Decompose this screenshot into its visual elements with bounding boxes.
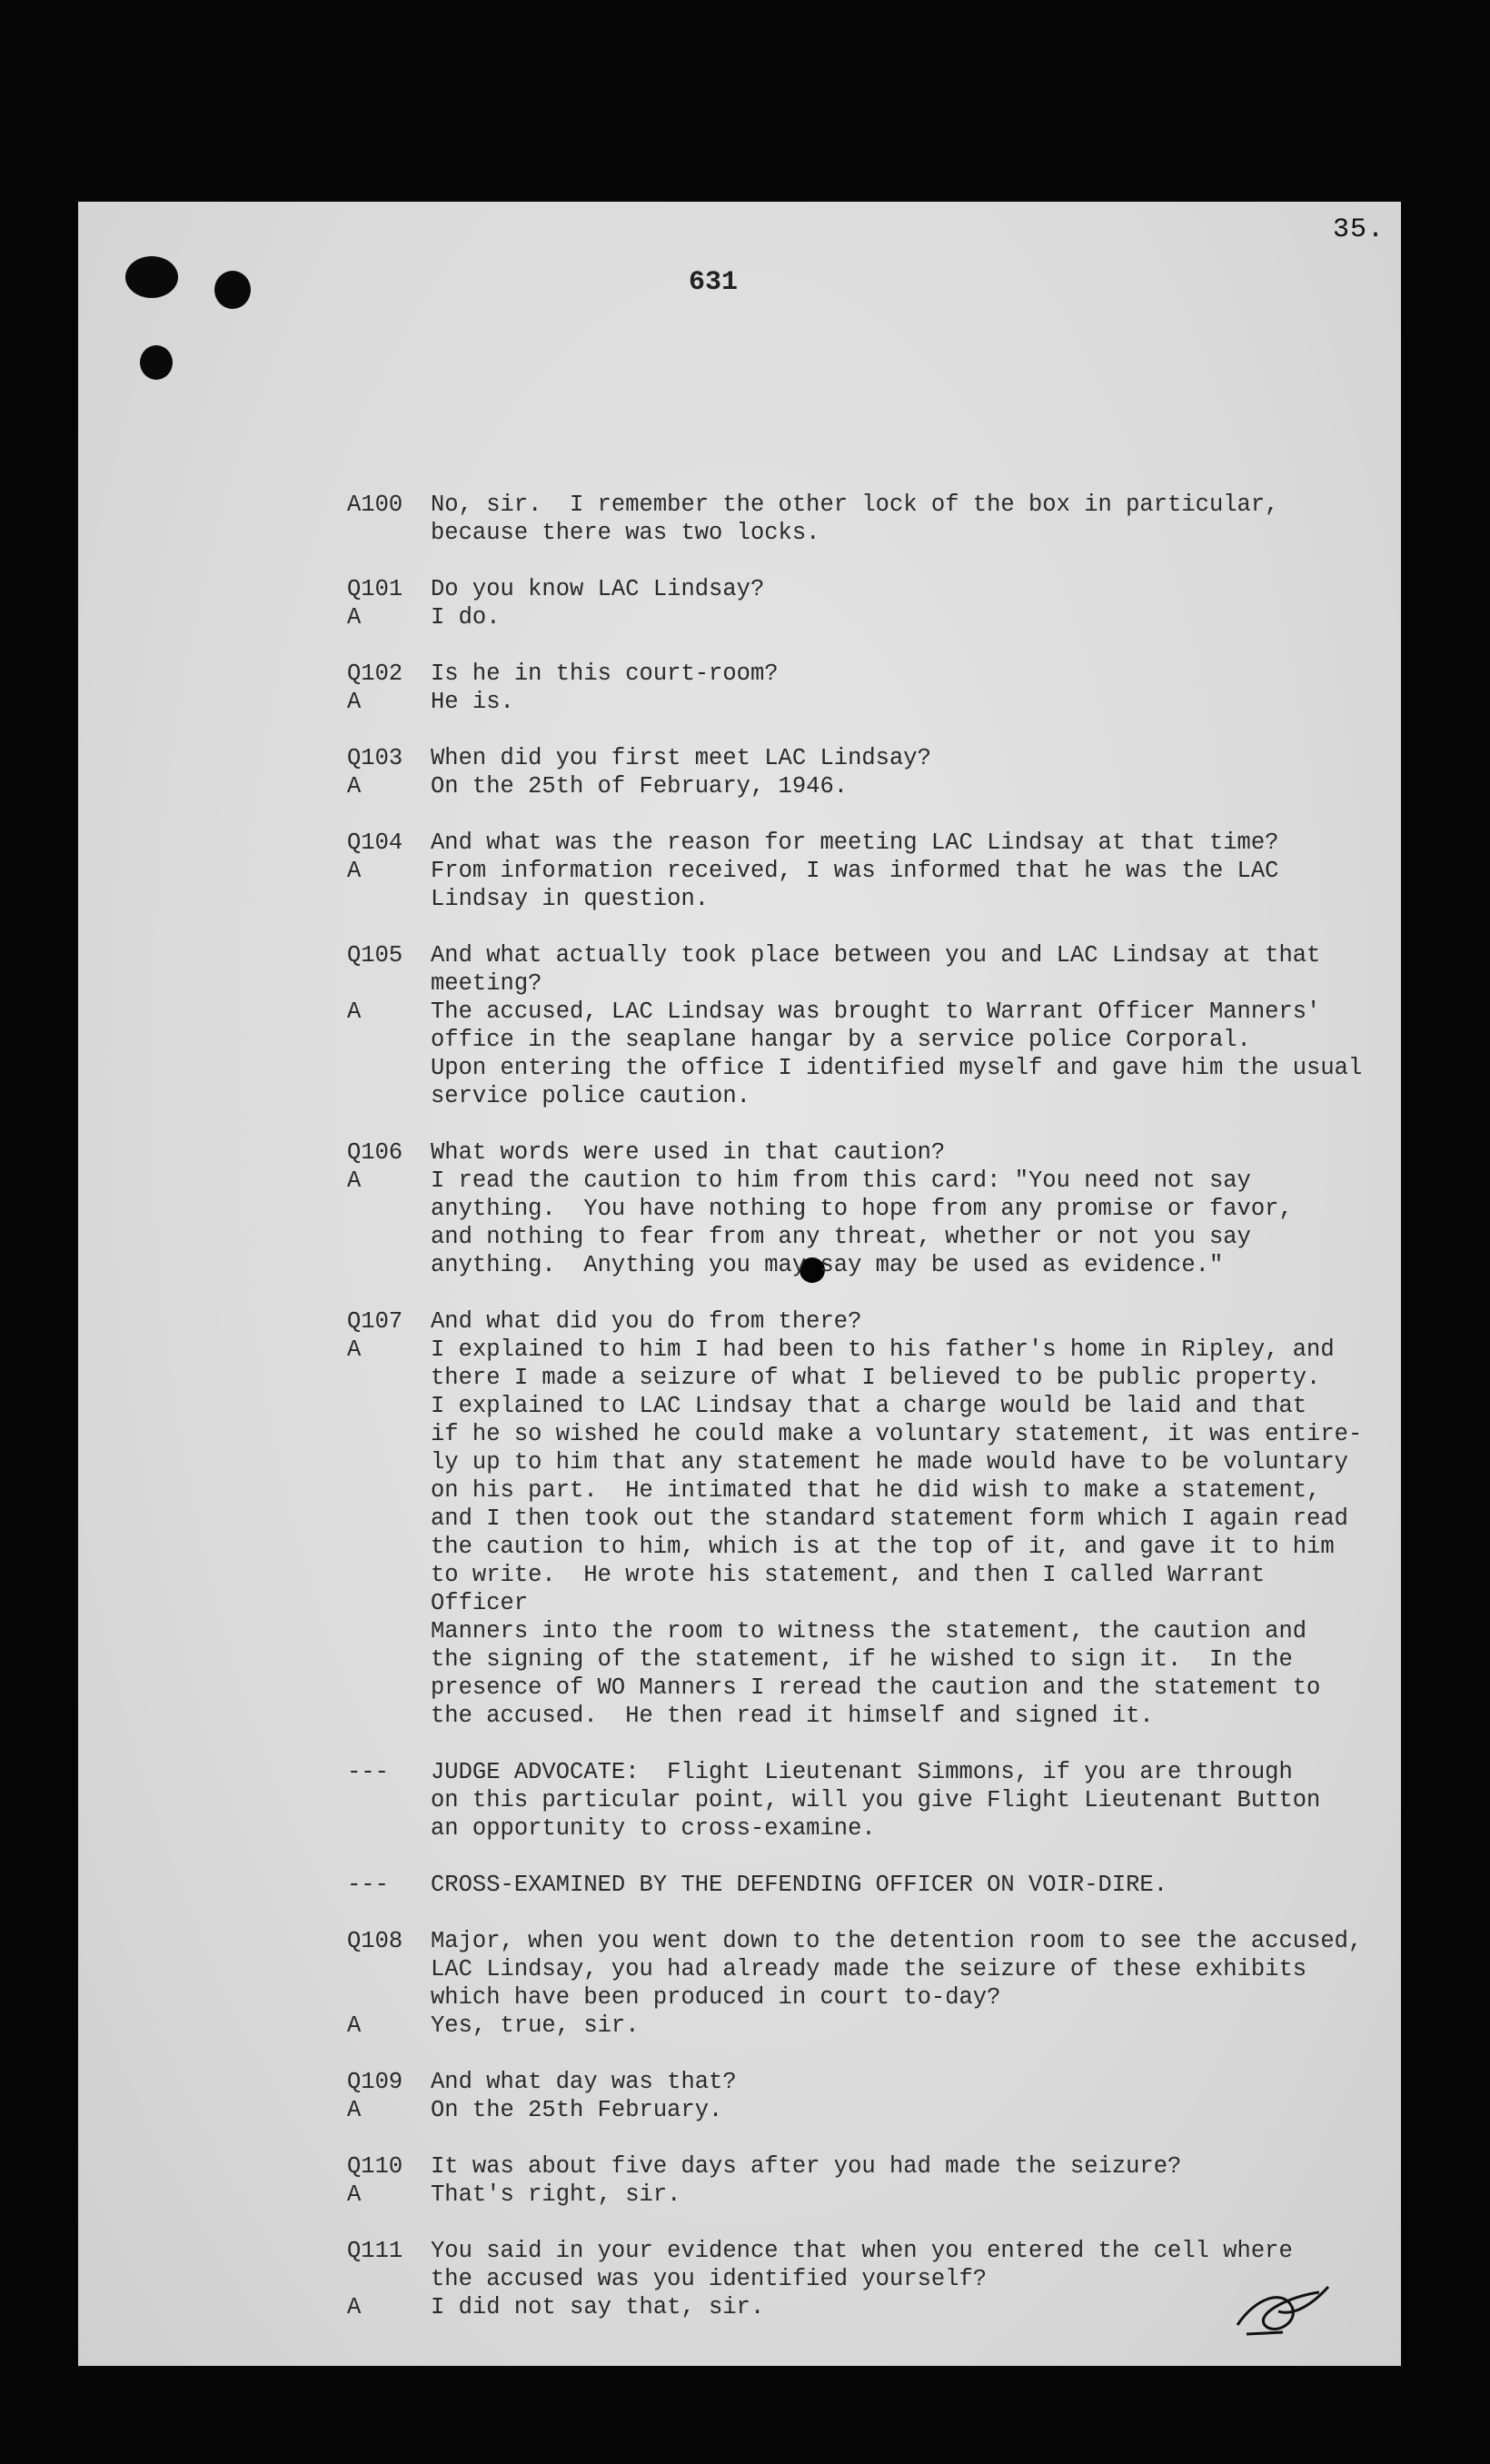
entry-text: I explained to him I had been to his father's home in Ripley, and there I made a seizure of what I believed to be public property. I explained to LAC Lindsay that a charge would be laid and that if he so wished he could make a voluntary statement, it was entire- ly up to him that any statement he made would have to be voluntary on his part. He intimated that he did wish to make a statement, and I then took out the standard statement form which I again read the caution to him, which is at the top of it, and gave it to him to write. He wrote his statement, and then I called Warrant Officer Manners into the room to witness the statement, the caution and the signing of the statement, if he wished to sign it. In the presence of WO Manners I reread the caution and the statement to the accused. He then read it himself and signed it. <box>431 1336 1363 1729</box>
entry-label: Q101 <box>347 576 403 602</box>
entry-label: A <box>347 1167 362 1194</box>
ink-blot-icon <box>125 256 178 298</box>
entry-label: A <box>347 604 362 631</box>
entry-text: That's right, sir. <box>431 2181 681 2208</box>
entry-text: And what was the reason for meeting LAC Lindsay at that time? <box>431 830 1279 856</box>
entry-text: He is. <box>431 689 514 715</box>
entry-label: Q105 <box>347 942 403 969</box>
transcript <box>347 491 1374 2321</box>
entry-text: From information received, I was informed that he was the LAC Lindsay in question. <box>431 858 1279 912</box>
entry-label: Q102 <box>347 661 403 687</box>
transcript-entry <box>347 2237 1374 2293</box>
entry-label: Q104 <box>347 830 403 856</box>
entry-text: JUDGE ADVOCATE: Flight Lieutenant Simmons, if you are through on this particular point, will you give Flight Lieutenant Button an opportunity to cross-examine. <box>431 1759 1321 1842</box>
transcript-entry <box>347 1167 1374 1279</box>
transcript-entry <box>347 575 1374 603</box>
entry-text: I read the caution to him from this card: "You need not say anything. You have nothing to hope from any promise or favor, and nothing to fear from any threat, whether or not you say anything. Anything you may say may be used as evidence." <box>431 1167 1293 1278</box>
transcript-entry <box>347 772 1374 800</box>
transcript-entry <box>347 603 1374 631</box>
ink-blot-icon <box>140 345 173 380</box>
transcript-entry <box>347 2096 1374 2124</box>
transcript-entry <box>347 2012 1374 2040</box>
entry-text: It was about five days after you had made the seizure? <box>431 2153 1182 2180</box>
entry-label: A100 <box>347 492 403 518</box>
entry-text: Yes, true, sir. <box>431 2012 640 2039</box>
entry-text: And what actually took place between you and LAC Lindsay at that meeting? <box>431 942 1321 997</box>
transcript-entry <box>347 829 1374 857</box>
transcript-entry <box>347 857 1374 913</box>
entry-label: Q107 <box>347 1308 403 1335</box>
transcript-entry <box>347 744 1374 772</box>
entry-text: What words were used in that caution? <box>431 1139 946 1166</box>
entry-text: CROSS-EXAMINED BY THE DEFENDING OFFICER ON VOIR-DIRE. <box>431 1872 1168 1898</box>
transcript-entry <box>347 1927 1374 2012</box>
entry-text: And what did you do from there? <box>431 1308 862 1335</box>
entry-text: I do. <box>431 604 501 631</box>
transcript-entry <box>347 491 1374 547</box>
transcript-entry <box>347 2293 1374 2321</box>
entry-label: --- <box>347 1759 389 1785</box>
entry-text: Is he in this court-room? <box>431 661 779 687</box>
transcript-entry <box>347 2181 1374 2209</box>
page-number: 35. <box>1332 214 1385 245</box>
entry-text: On the 25th February. <box>431 2097 723 2123</box>
transcript-entry <box>347 688 1374 716</box>
entry-label: Q109 <box>347 2069 403 2095</box>
entry-label: --- <box>347 1872 389 1898</box>
entry-text: Do you know LAC Lindsay? <box>431 576 765 602</box>
entry-label: A <box>347 858 362 884</box>
entry-label: A <box>347 2012 362 2039</box>
folio-mark: 631 <box>689 267 739 298</box>
ink-blot-icon <box>214 271 251 309</box>
entry-text: I did not say that, sir. <box>431 2294 765 2320</box>
entry-text: When did you first meet LAC Lindsay? <box>431 745 931 771</box>
entry-text: On the 25th of February, 1946. <box>431 773 849 800</box>
transcript-entry <box>347 1758 1374 1843</box>
entry-text: Major, when you went down to the detention room to see the accused, LAC Lindsay, you had already made the seizure of these exhibits which have been produced in court to-day? <box>431 1928 1363 2011</box>
transcript-entry <box>347 941 1374 998</box>
entry-label: Q108 <box>347 1928 403 1954</box>
entry-label: Q103 <box>347 745 403 771</box>
transcript-entry <box>347 1336 1374 1730</box>
entry-label: Q106 <box>347 1139 403 1166</box>
entry-label: Q111 <box>347 2238 403 2264</box>
entry-label: A <box>347 689 362 715</box>
entry-text: And what day was that? <box>431 2069 737 2095</box>
transcript-entry <box>347 1871 1374 1899</box>
transcript-entry <box>347 2068 1374 2096</box>
entry-label: A <box>347 2294 362 2320</box>
entry-label: A <box>347 1336 362 1363</box>
entry-label: Q110 <box>347 2153 403 2180</box>
entry-text: You said in your evidence that when you entered the cell where the accused was you identified yourself? <box>431 2238 1293 2292</box>
entry-label: A <box>347 2097 362 2123</box>
transcript-entry <box>347 660 1374 688</box>
entry-label: A <box>347 773 362 800</box>
transcript-entry <box>347 2152 1374 2181</box>
document-page <box>78 202 1401 2366</box>
transcript-entry <box>347 998 1374 1110</box>
entry-text: The accused, LAC Lindsay was brought to Warrant Officer Manners' office in the seaplane hangar by a service police Corporal. Upon entering the office I identified myself and gave him the usual service police caution. <box>431 999 1363 1109</box>
signature-initials-icon <box>1228 2280 1337 2348</box>
entry-label: A <box>347 2181 362 2208</box>
transcript-entry <box>347 1307 1374 1336</box>
entry-label: A <box>347 999 362 1025</box>
entry-text: No, sir. I remember the other lock of the box in particular, because there was two locks. <box>431 492 1279 546</box>
transcript-entry <box>347 1138 1374 1167</box>
